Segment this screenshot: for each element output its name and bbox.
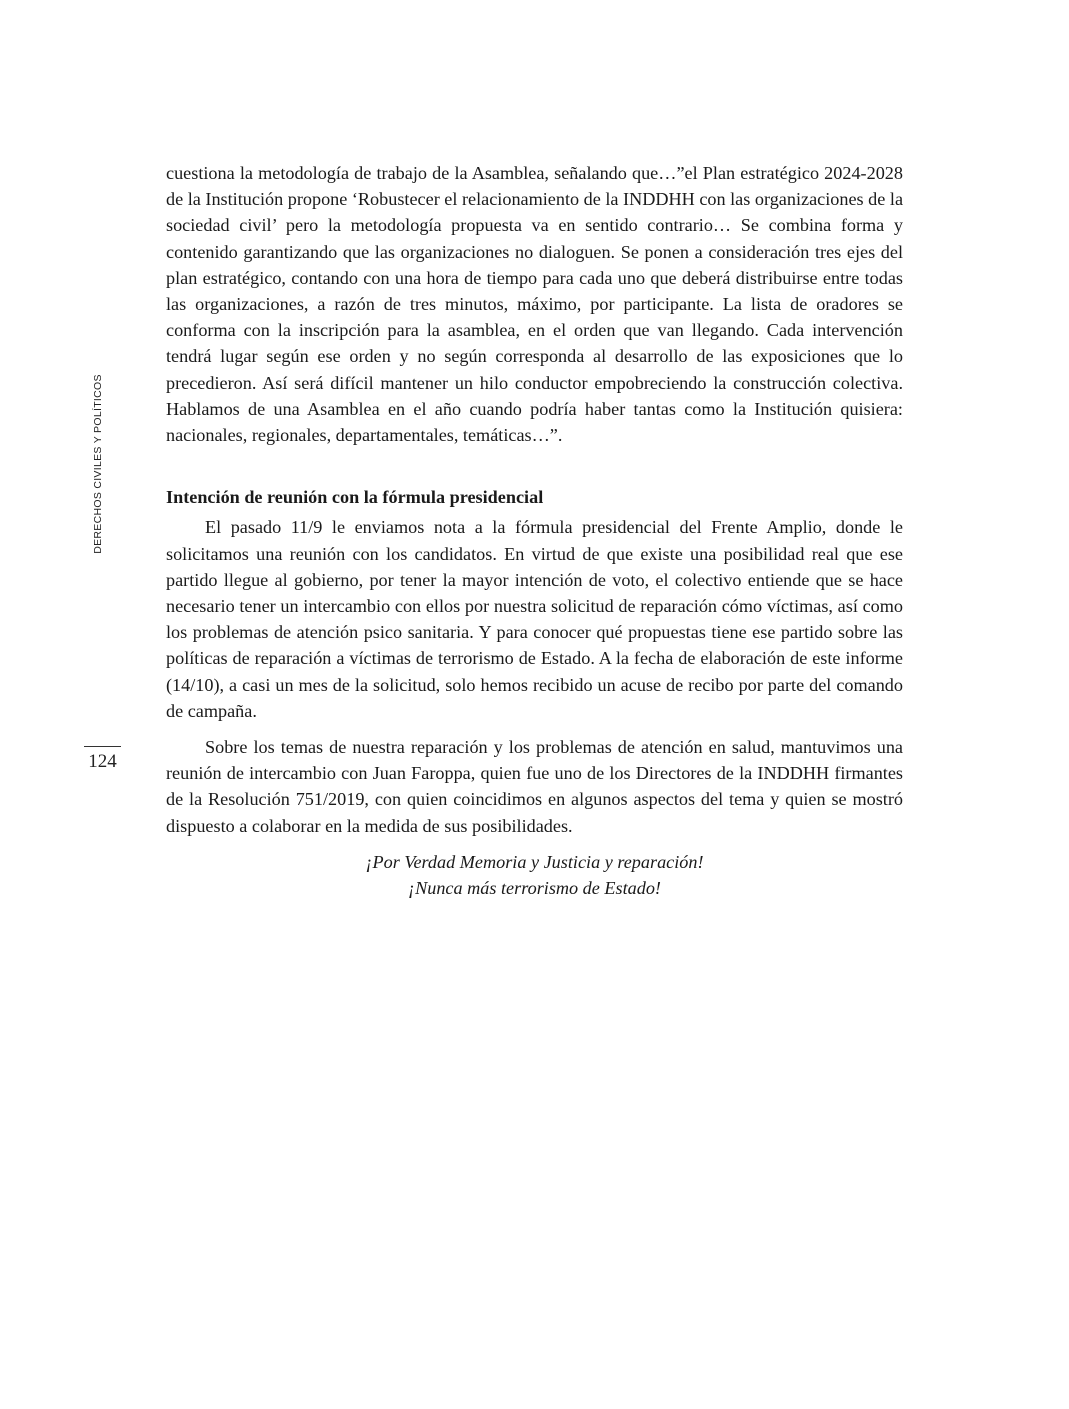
page-number-rule [84,746,121,747]
motto-line-1: ¡Por Verdad Memoria y Justicia y reparación! [365,851,704,872]
closing-motto [166,849,903,901]
motto-line-2: ¡Nunca más terrorismo de Estado! [408,877,661,898]
section-heading: Intención de reunión con la fórmula presidencial [166,487,544,508]
intro-paragraph: cuestiona la metodología de trabajo de la Asamblea, señalando que…”el Plan estratégico 2024-2028 de la Institución propone ‘Robustecer el relacionamiento de la INDDHH con las organizaciones de la sociedad civil’ pero la metodología propuesta va en sentido contrario… Se combina forma y contenido garantizando que las organizaciones no dialoguen. Se ponen a consideración tres ejes del plan estratégico, contando con una hora de tiempo para cada uno que deberá distribuirse entre todas las organizaciones, a razón de tres minutos, máximo, por participante. La lista de oradores se conforma con la inscripción para la asamblea, en el orden que van llegando. Cada intervención tendrá lugar según ese orden y no según corresponda al desarrollo de las exposiciones que lo precedieron. Así será difícil mantener un hilo conductor empobreciendo la construcción colectiva. Hablamos de una Asamblea en el año cuando podría haber tantas como la Institución quisiera: nacionales, regionales, departamentales, temáticas…”. [166,163,904,446]
page-body [166,160,903,901]
page-number: 124 [88,751,117,772]
running-section-label: DERECHOS CIVILES Y POLÍTICOS [92,374,104,554]
body-paragraph-2: Sobre los temas de nuestra reparación y los problemas de atención en salud, mantuvimos una reunión de intercambio con Juan Faroppa, quien fue uno de los Directores de la INDDHH firmantes de la Resolución 751/2019, con quien coincidimos en algunos aspectos del tema y quien se mostró dispuesto a colaborar en la medida de sus posibilidades. [166,737,903,836]
body-paragraph-1: El pasado 11/9 le enviamos nota a la fórmula presidencial del Frente Amplio, donde le solicitamos una reunión con los candidatos. En virtud de que existe una posibilidad real que ese partido llegue al gobierno, por tener la mayor intención de voto, el colectivo entiende que se hace necesario tener un intercambio con ellos por nuestra solicitud de reparación cómo víctimas, así como los problemas de atención psico sanitaria. Y para conocer qué propuestas tiene ese partido sobre las políticas de reparación a víctimas de terrorismo de Estado. A la fecha de elaboración de este informe (14/10), a casi un mes de la solicitud, solo hemos recibido un acuse de recibo por parte del comando de campaña. [166,517,903,721]
